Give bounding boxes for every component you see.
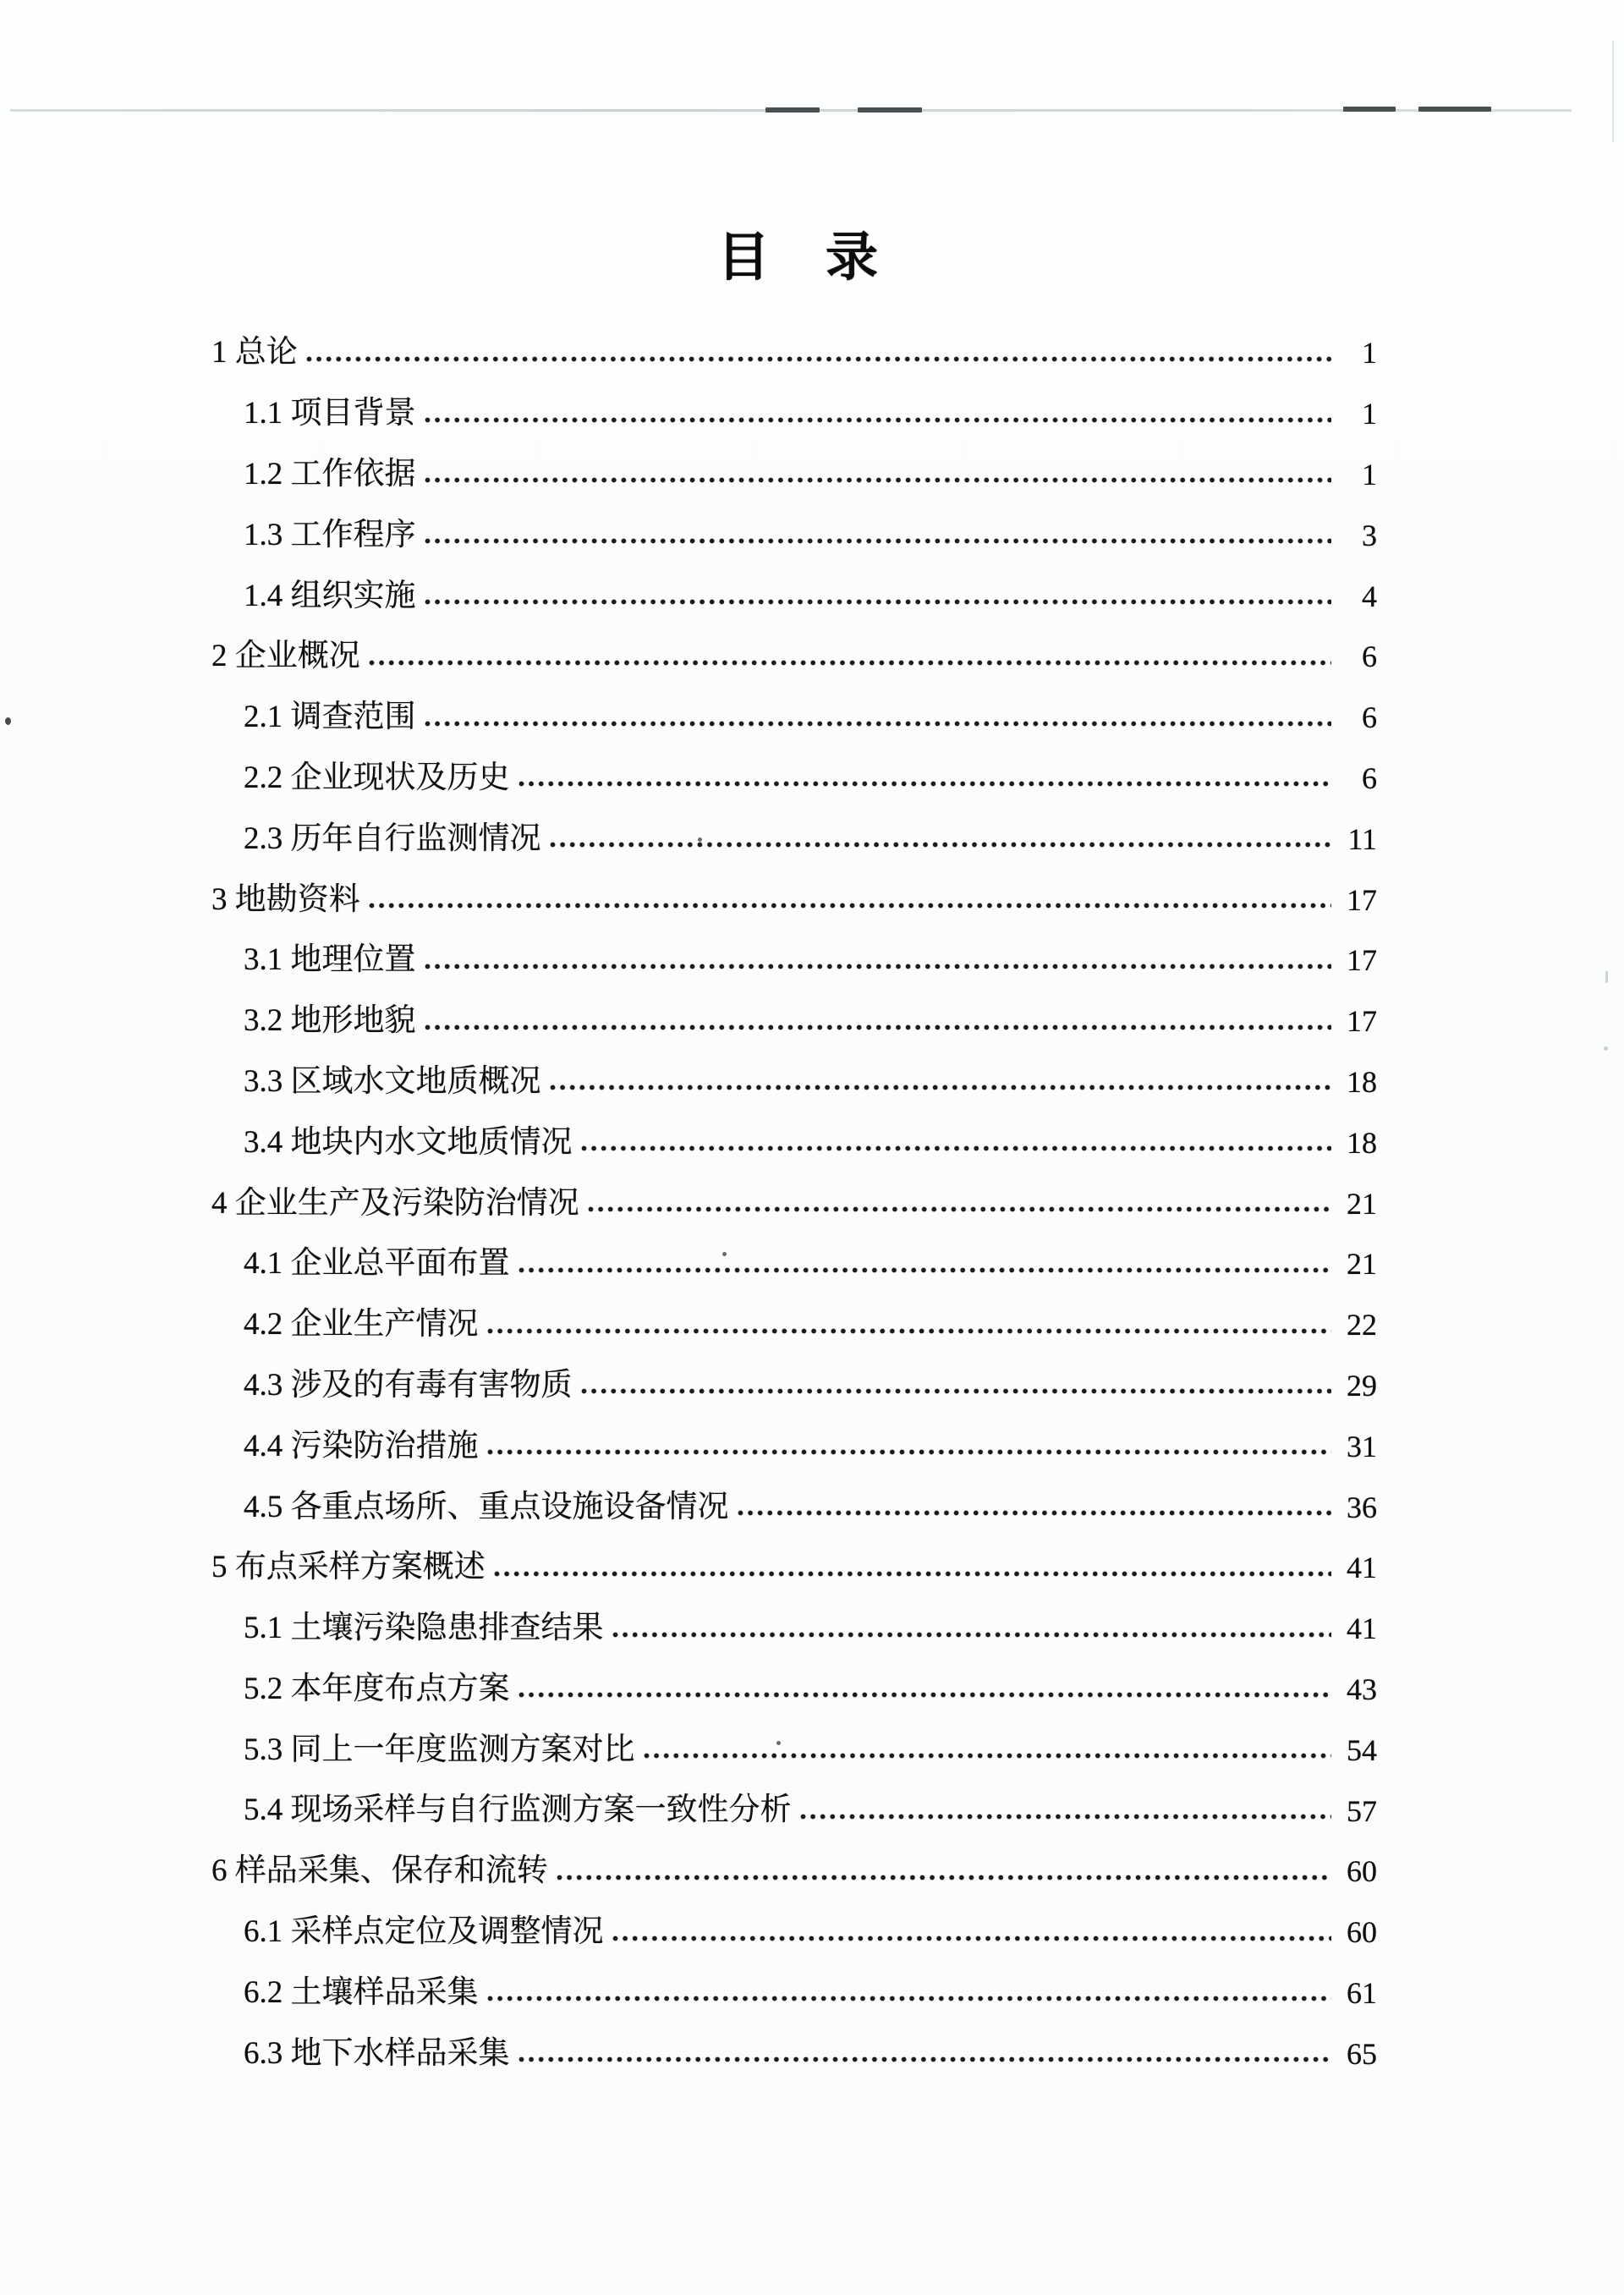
scan-artifact-dash [1343,107,1396,112]
toc-page-number: 6 [1362,700,1377,735]
toc-entry-label: 4.5 各重点场所、重点设施设备情况 [244,1489,729,1524]
toc-row [211,1403,1377,1463]
dot-leader [424,537,1332,545]
toc-page-number: 1 [1362,336,1377,371]
dot-leader [486,1327,1332,1335]
dot-leader [424,720,1332,727]
toc-row [211,856,1377,917]
toc-row [211,371,1377,431]
toc-page-number: 17 [1347,943,1377,978]
toc-entry-label: 3.3 区域水文地质概况 [244,1063,541,1099]
toc-entry-label: 3 地勘资料 [211,881,360,917]
toc-page-number: 17 [1347,882,1377,917]
toc-page-number: 54 [1347,1732,1377,1767]
toc-entry-label: 3.2 地形地貌 [244,1003,416,1039]
toc-entry-label: 5.4 现场采样与自行监测方案一致性分析 [244,1793,792,1828]
toc-entry-label: 2.1 调查范围 [244,700,416,735]
dot-leader [486,1995,1332,2002]
scan-artifact-speck [5,717,11,725]
toc-row [211,978,1377,1039]
toc-page-number: 57 [1347,1793,1377,1828]
dot-leader [518,780,1332,788]
toc-page-number: 36 [1347,1490,1377,1524]
toc-page-number: 11 [1347,821,1377,856]
dot-leader [518,2056,1332,2063]
dot-leader [580,1387,1332,1395]
toc-row [211,431,1377,492]
toc-entry-label: 4.2 企业生产情况 [244,1307,479,1342]
dot-leader [612,1631,1332,1639]
toc-page-number: 60 [1347,1915,1377,1950]
toc-list [211,310,1377,2071]
toc-row [211,1524,1377,1585]
toc-page-number: 60 [1347,1854,1377,1889]
dot-leader [368,659,1331,667]
scan-artifact-edge [1612,41,1614,142]
toc-row [211,674,1377,735]
dot-leader [493,1570,1331,1578]
toc-page-number: 17 [1347,1004,1377,1039]
dot-leader [486,1448,1332,1456]
dot-leader [424,963,1332,970]
toc-page-number: 29 [1347,1369,1377,1403]
dot-leader [737,1509,1332,1517]
page-title: 目 录 [716,229,880,287]
toc-entry-label: 6 样品采集、保存和流转 [211,1853,548,1889]
toc-row [211,1099,1377,1160]
dot-leader [368,902,1331,909]
toc-row [211,1342,1377,1403]
toc-entry-label: 1 总论 [211,335,298,371]
toc-row [211,735,1377,796]
toc-row [211,2010,1377,2071]
toc-entry-label: 6.3 地下水样品采集 [244,2035,510,2071]
toc-row [211,1950,1377,2011]
toc-page-number: 43 [1347,1672,1377,1707]
dot-leader [587,1205,1331,1213]
toc-page-number: 6 [1362,761,1377,796]
toc-page-number: 41 [1347,1611,1377,1646]
toc-row [211,1221,1377,1282]
scan-artifact-speck [1605,971,1608,983]
toc-page-number: 4 [1362,579,1377,613]
toc-entry-label: 5.1 土壤污染隐患排查结果 [244,1611,604,1646]
toc-page-number: 31 [1347,1429,1377,1463]
scan-artifact-dash [765,107,820,113]
toc-row [211,613,1377,674]
toc-row [211,1889,1377,1950]
toc-row [211,552,1377,613]
toc-page-number: 21 [1347,1186,1377,1221]
dot-leader [612,1935,1332,1942]
dot-leader [556,1874,1331,1881]
toc-entry-label: 6.1 采样点定位及调整情况 [244,1914,604,1950]
dot-leader [643,1752,1332,1760]
toc-row [211,1706,1377,1767]
dot-leader [549,1084,1332,1091]
toc-entry-label: 4 企业生产及污染防治情况 [211,1185,579,1221]
toc-page-number: 21 [1347,1247,1377,1282]
toc-entry-label: 2 企业概况 [211,639,360,674]
toc-page-number: 1 [1362,458,1377,492]
toc-row [211,1463,1377,1524]
dot-leader [549,841,1332,848]
toc-page-number: 22 [1347,1308,1377,1342]
toc-entry-label: 5.3 同上一年度监测方案对比 [244,1732,635,1767]
dot-leader [424,1024,1332,1031]
toc-entry-label: 1.4 组织实施 [244,578,416,613]
toc-entry-label: 2.2 企业现状及历史 [244,760,510,795]
toc-row [211,1646,1377,1707]
toc-page-number: 18 [1347,1065,1377,1100]
toc-entry-label: 1.3 工作程序 [244,517,416,552]
toc-page-number: 1 [1362,397,1377,431]
toc-row [211,1767,1377,1828]
toc-entry-label: 1.1 项目背景 [244,396,416,431]
scan-artifact-dash [1418,107,1491,112]
toc-entry-label: 5.2 本年度布点方案 [244,1671,510,1706]
toc-entry-label: 1.2 工作依据 [244,456,416,491]
dot-leader [799,1813,1332,1820]
toc-page-number: 41 [1347,1551,1377,1585]
toc-page-number: 65 [1347,2036,1377,2071]
toc-entry-label: 4.4 污染防治措施 [244,1428,479,1463]
toc-entry-label: 5 布点采样方案概述 [211,1550,486,1585]
toc-entry-label: 4.3 涉及的有毒有害物质 [244,1367,573,1403]
toc-row [211,491,1377,552]
toc-row [211,1282,1377,1342]
toc-entry-label: 3.4 地块内水文地质情况 [244,1124,573,1160]
scan-artifact-speck [1604,1046,1608,1051]
toc-row [211,1039,1377,1100]
dot-leader [580,1145,1332,1152]
toc-entry-label: 4.1 企业总平面布置 [244,1246,510,1282]
toc-page-number: 6 [1362,640,1377,674]
toc-row [211,1585,1377,1646]
dot-leader [518,1691,1332,1699]
toc-row [211,917,1377,978]
scan-artifact-dash [858,107,922,113]
toc-row [211,1828,1377,1889]
dot-leader [518,1266,1332,1274]
toc-page-number: 3 [1362,518,1377,552]
toc-row [211,795,1377,856]
dot-leader [424,476,1332,484]
dot-leader [305,355,1331,363]
toc-page-number: 61 [1347,1976,1377,2010]
dot-leader [424,598,1332,606]
toc-entry-label: 6.2 土壤样品采集 [244,1974,479,2010]
toc-page-number: 18 [1347,1125,1377,1160]
toc-entry-label: 2.3 历年自行监测情况 [244,821,541,856]
toc-row [211,310,1377,371]
toc-entry-label: 3.1 地理位置 [244,942,416,978]
toc-row [211,1160,1377,1221]
dot-leader [424,416,1332,424]
